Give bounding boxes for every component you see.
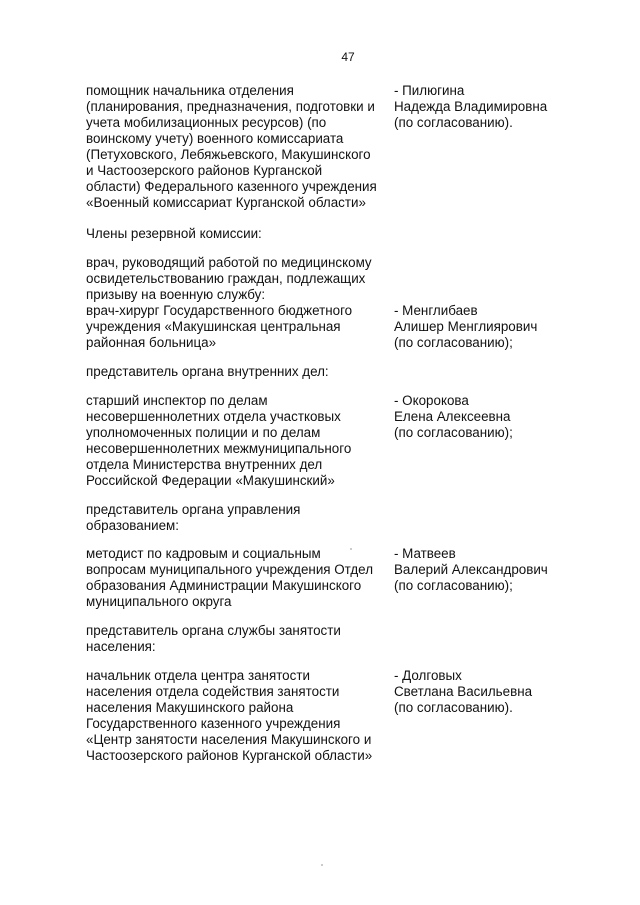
entry-person: - Окорокова Елена Алексеевна (по согласованию);	[394, 393, 513, 440]
entry-position: методист по кадровым и социальным вопросам муниципального учреждения Отдел образования Администрации Макушинского муниципального округа	[86, 546, 374, 609]
commission-entry	[86, 668, 626, 764]
entry-position: врач, руководящий работой по медицинскому освидетельствованию граждан, подлежащих призыву на военную службу: врач-хирург Государственного бюджетного учреждения «Макушинская центральная районная больница»	[86, 255, 372, 350]
entry-position: помощник начальника отделения (планирования, предназначения, подготовки и учета мобилизационных ресурсов) (по воинскому учету) военного комиссариата (Петуховского, Лебяжьевского, Макушинского и Частоозерского районов Курганской области) Федерального казенного учреждения «Военный комиссариат Курганской области»	[86, 83, 377, 210]
entry-person: - Пилюгина Надежда Владимировна (по согласованию).	[394, 83, 548, 130]
entry-person: - Матвеев Валерий Александрович (по согласованию);	[394, 546, 548, 593]
page-number: 47	[341, 50, 355, 64]
commission-entry	[86, 83, 626, 211]
section-heading-employment: представитель органа службы занятости населения:	[86, 623, 341, 654]
commission-entry	[86, 255, 626, 351]
commission-entry	[86, 393, 626, 489]
entry-position: начальник отдела центра занятости населения отдела содействия занятости населения Макушинского района Государственного казенного учреждения «Центр занятости населения Макушинского и Частоозерского районов Курганской области»	[86, 668, 373, 763]
section-heading-internal-affairs: представитель органа внутренних дел:	[86, 364, 329, 379]
scan-speck	[321, 864, 323, 866]
scan-speck	[350, 548, 352, 550]
entry-person: - Долговых Светлана Васильевна (по согласованию).	[394, 668, 533, 715]
commission-entry	[86, 546, 626, 610]
entry-position: старший инспектор по делам несовершеннолетних отдела участковых уполномоченных полиции и по делам несовершеннолетних межмуниципального отдела Министерства внутренних дел Российской Федерации «Макушинский»	[86, 393, 352, 488]
section-heading-reserve-members: Члены резервной комиссии:	[86, 226, 262, 241]
section-heading-education: представитель органа управления образованием:	[86, 502, 301, 533]
entry-person: - Менглибаев Алишер Менглиярович (по согласованию);	[394, 303, 538, 350]
